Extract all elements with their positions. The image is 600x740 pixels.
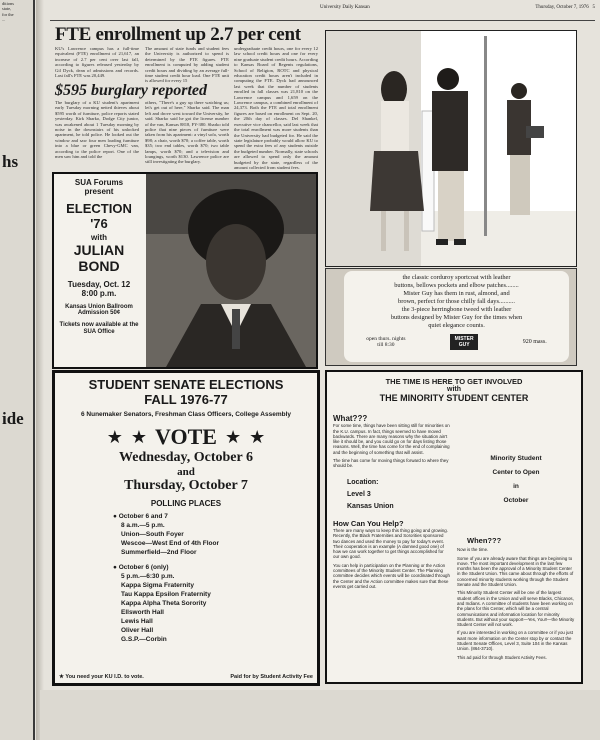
polling-place: Ellsworth Hall	[121, 609, 164, 616]
polling-place: Tau Kappa Epsilon Fraternity	[121, 591, 211, 598]
fte-column-1: KU's Lawrence campus has a full-time equivalent (FTE) enrollment of 21,617, an increase of 2.7 per cent over last fall, according to figures released yesterday by Gil Dyck, dean of admissions and records. Last fall's FTE was 20,449.	[55, 46, 139, 79]
fashion-photo-image	[326, 31, 576, 266]
fte-column-2: The amount of state funds and student fees the University is authorized to spend is determined by the FTE figures. FTE enrollment is computed by adding student credit hours and dividing by an average full-time student credit hour load. One FTE unit is allowed for every 15	[145, 46, 229, 84]
msc-how-text: There are many ways to keep this thing going and growing. Recently, the Black Fraternities and Sororities sponsored two dances and used the money to pay for today's event. Their cooperation is an example (A damned good one) of how we can work together to get things accomplished for our own good.	[333, 527, 448, 560]
msc-location-building: Kansas Union	[347, 502, 394, 510]
star-icon: ★	[59, 674, 66, 680]
ad-hours-1: open thurs. nights	[366, 335, 406, 342]
page-fold-shadow	[36, 0, 44, 740]
student-senate-ad	[52, 370, 320, 686]
polling-place: G.S.P.—Corbin	[121, 636, 167, 643]
sua-forums-ad	[52, 172, 318, 369]
msc-side-4: October	[503, 497, 529, 504]
polling-block-2: October 6 (only)	[118, 564, 169, 571]
msc-right-text-2: This Minority Student Center will be one of the largest student offices in the Union and will serve Blacks, Chicanos, and Indians. A committee of students have been working on the plans for this Center, which will be a central communications and information location for minority students. But without your support—Yes, You!!—the Minority Student Center will not work.	[457, 590, 575, 628]
msc-title-3: THE MINORITY STUDENT CENTER	[379, 393, 529, 403]
polling-place: Wescoe—West End of 4th Floor	[121, 540, 219, 547]
star-icon: ★	[249, 426, 266, 447]
sua-line-9: 8:00 p.m.	[81, 289, 117, 298]
ad-line-5: the 3-piece herringbone tweed with leather	[401, 306, 512, 313]
burglary-headline: $595 burglary reported	[55, 82, 207, 99]
polling-place: Lewis Hall	[121, 618, 153, 625]
polling-block-2-time: 5 p.m.—6:30 p.m.	[121, 573, 175, 580]
polling-heading: POLLING PLACES	[150, 499, 222, 508]
msc-side-2: Center to Open	[492, 469, 540, 476]
header-page-number: 5	[592, 5, 595, 10]
fte-column-3: undergraduate credit hours, one for every 12 law school credit hours and one for every nine graduate student credit hours. According to Kansas Board of Regents regulations, School of Religion, ROTC and physical education credit hours aren't included in computing the FTE. Dyck had announced last week that the number of students enrolled in fall classes was 21,810 on the Lawrence campus and 1,659 on the Lawrence campus, a combined enrollment of 24,373. Both the FTE and total enrollment figures are based on enrollment on Sept. 20, the 20th day of classes. Del Shankel, executive vice chancellor, said last week that the total enrollment was more students than the University had budgeted for. He said the state legislature probably would allow KU to spend the extra fees of any students outside the budgeted number. Normally, state schools are allowed to spend only the amount budgeted by the state, regardless of the amount collected from student fees.	[234, 46, 318, 170]
star-icon: ★	[106, 426, 123, 447]
polling-place: Union—South Foyer	[121, 531, 184, 538]
ad-line-1: the classic corduroy sportcoat with leather	[402, 274, 511, 281]
polling-place: Summerfield—2nd Floor	[121, 549, 197, 556]
msc-when-heading: When???	[467, 536, 502, 545]
senate-title-1: STUDENT SENATE ELECTIONS	[88, 377, 284, 392]
header-paper-name: University Daily Kansan	[320, 5, 370, 10]
sua-line-11: Admission 50¢	[77, 310, 121, 316]
msc-side-3: in	[513, 483, 519, 490]
polling-block-1-time: 8 a.m.—5 p.m.	[121, 522, 165, 529]
ad-line-3: Mister Guy has them in rust, almond, and	[403, 290, 510, 297]
msc-side-1: Minority Student	[490, 455, 542, 462]
senate-subtitle: 6 Nunemaker Senators, Freshman Class Officers, College Assembly	[80, 411, 291, 418]
mister-guy-logo: MISTER GUY	[450, 334, 478, 350]
msc-title-1: THE TIME IS HERE TO GET INVOLVED	[385, 377, 523, 386]
polling-place: Oliver Hall	[121, 627, 154, 634]
vote-heading: VOTE	[155, 424, 217, 449]
sua-line-10: Kansas Union Ballroom	[65, 304, 133, 310]
senate-footer-right: Paid for by Student Activity Fee	[230, 674, 313, 680]
ad-line-6: buttons designed by Mister Guy for the times when	[390, 314, 523, 321]
mister-guy-ad	[325, 268, 577, 366]
msc-paid-notice: This ad paid for through Student Activity Fees.	[457, 654, 547, 660]
ad-line-4: brown, perfect for those chilly fall days..........	[398, 298, 515, 305]
bullet-icon: ●	[113, 513, 119, 520]
julian-bond-image	[146, 174, 316, 367]
polling-place: Kappa Alpha Theta Sorority	[121, 600, 207, 607]
msc-title-2: with	[447, 386, 461, 393]
star-icon: ★	[224, 426, 242, 447]
msc-right-text-3: If you are interested in working on a committee or if you just want more information on the Center stop by or contact the Student Senate Offices, Level 3, Suite 104 in the Kansas Union. (864-3710).	[457, 630, 573, 652]
fte-headline: FTE enrollment up 2.7 per cent	[55, 24, 301, 45]
minority-student-center-ad	[325, 370, 583, 684]
msc-what-text: For some time, things have been sitting still for minorities on the K.U. campus. In fact, things seemed to have moved backwards. There are many reasons why the situation ain't like it should be, and you could go on for days listing those reasons. Well, the time has come for the end of complaining and the beginning of something that will assist.	[333, 423, 450, 455]
senate-and: and	[177, 466, 195, 478]
ad-line-2: buttons, bellows pockets and elbow patches........	[394, 282, 519, 289]
msc-when-text: Some of you are already aware that things are beginning to move. The most important development in the last few months has been the approval of a Minority Student Center in the Student Union. This came about through the efforts of concerned minority students working through the Student Senate and the Student Union.	[457, 555, 574, 588]
sua-line-12: Tickets now available at the SUA Office	[59, 322, 139, 335]
sua-line-8: Tuesday, Oct. 12	[67, 280, 131, 289]
polling-place: Kappa Sigma Fraternity	[121, 582, 194, 589]
page-header	[320, 5, 595, 10]
msc-when-a: Now is the time.	[457, 547, 489, 553]
header-date: Thursday, October 7, 1976	[535, 5, 589, 10]
senate-date-1: Wednesday, October 6	[119, 450, 253, 465]
sua-line-7: BOND	[78, 258, 120, 274]
msc-location-label: Location:	[347, 478, 379, 486]
ad-line-7: quiet elegance counts.	[428, 322, 485, 329]
msc-what-text-2: The time has come for moving things forward to where they should be.	[333, 458, 449, 469]
senate-date-2: Thursday, October 7	[124, 478, 248, 493]
ad-hours-2: till 8:30	[377, 342, 395, 348]
msc-location-level: Level 3	[347, 490, 371, 498]
left-fragment-heading: hs	[2, 152, 19, 171]
sua-ad-text	[54, 174, 144, 367]
star-icon: ★	[130, 426, 148, 447]
sua-line-6: JULIAN	[73, 242, 125, 258]
msc-how-text-2: You can help in participation on the Planning or the Action committees of the Minority Student Center. The Planning committee decides which events will be coordinated through the Center and the Action committee makes sure that these events get carried out.	[333, 562, 450, 589]
msc-what-heading: What???	[333, 414, 368, 423]
ad-address: 920 mass.	[522, 339, 547, 345]
sua-line-4: '76	[90, 216, 108, 231]
left-fragment-heading-2: ide	[2, 409, 24, 428]
bullet-icon: ●	[113, 564, 119, 571]
senate-footer-left: You need your KU I.D. to vote.	[65, 674, 144, 680]
left-page-fragment: ditions state, for the ... hs ide	[0, 0, 35, 740]
header-rule	[50, 20, 595, 21]
page-bottom-margin	[40, 690, 600, 740]
julian-bond-photo	[146, 174, 316, 367]
senate-title-2: FALL 1976-77	[144, 392, 228, 407]
sua-line-3: ELECTION	[66, 201, 132, 216]
polling-block-1: October 6 and 7	[118, 513, 168, 520]
sua-line-5: with	[91, 233, 107, 242]
burglary-column-2: others, "There's a guy up there watching us; let's get out of here," Sharko said. The man left and drove west toward the University, he said. Sharko said he got the license number of the van, Kansas 8818, FY-380. Sharko told police that nine pieces of furniture were taken from his apartment: a vinyl sofa, worth $98; a chair, worth $70; a coffee table, worth $35; two end tables, worth $70; two table lamps, worth $70; and a television and loungings, worth $130. Lawrence police are still investigating the burglary.	[145, 100, 229, 165]
sua-line-1: SUA Forums	[74, 178, 124, 187]
msc-how-heading: How Can You Help?	[333, 518, 404, 528]
burglary-column-1: The burglary of a KU student's apartment early Tuesday morning netted thieves about $595 worth of furniture, police reports stated yesterday. Kirk Sharko, Dodge City junior, was awakened about 1 Tuesday morning by noise in the downstairs of his unlocked apartment, he told police. He looked out the window and saw four men loading furniture into a blue or green Chevy-GMC van, according to the police report. One of the men saw him and told the	[55, 100, 139, 160]
sua-line-2: present	[84, 187, 114, 196]
fashion-photo	[325, 30, 577, 267]
